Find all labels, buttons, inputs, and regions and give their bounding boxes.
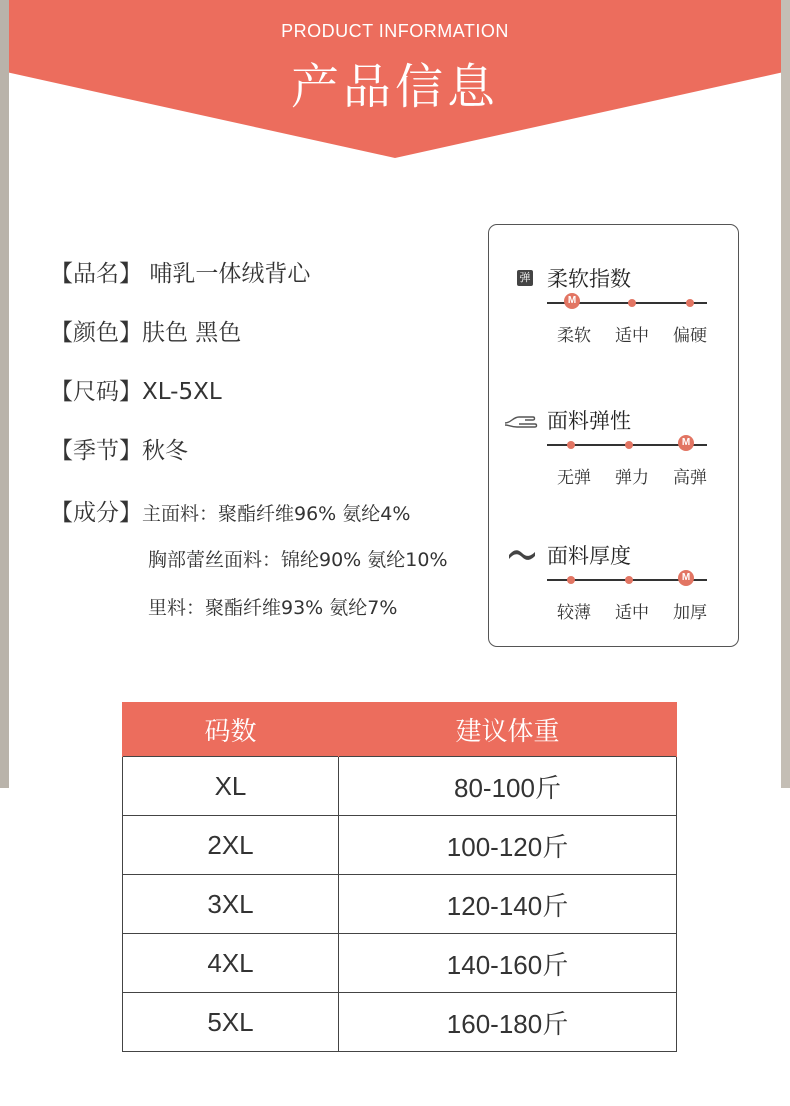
right-edge-decoration xyxy=(781,0,790,788)
attribute-scale xyxy=(547,570,707,590)
wave-icon xyxy=(507,546,537,564)
attribute-thickness xyxy=(489,540,738,650)
header-size: 码数 xyxy=(123,702,339,757)
scale-label: 偏硬 xyxy=(673,326,707,346)
scale-marker: M xyxy=(564,293,580,309)
info-value: 肤色 黑色 xyxy=(142,320,242,346)
info-row-name xyxy=(50,255,310,288)
scale-label: 适中 xyxy=(615,326,649,346)
weight-cell: 160-180斤 xyxy=(339,993,677,1052)
header-subtitle: PRODUCT INFORMATION xyxy=(281,21,509,41)
table-row xyxy=(123,816,677,875)
header-weight: 建议体重 xyxy=(339,702,677,757)
scale-label: 适中 xyxy=(615,603,649,623)
scale-dot xyxy=(625,576,633,584)
page-title: 产品信息 xyxy=(290,59,499,115)
info-row-color xyxy=(50,314,241,347)
size-cell: 5XL xyxy=(123,993,339,1052)
composition-lining: 里料：聚酯纤维93% 氨纶7% xyxy=(148,597,398,619)
table-row xyxy=(123,993,677,1052)
scale-dot xyxy=(686,299,694,307)
info-key: 【品名】 xyxy=(50,261,142,287)
scale-marker: M xyxy=(678,570,694,586)
scale-label: 柔软 xyxy=(557,326,591,346)
scale-label: 无弹 xyxy=(557,468,591,488)
weight-cell: 120-140斤 xyxy=(339,875,677,934)
attribute-title: 面料弹性 xyxy=(547,409,631,433)
scale-dot xyxy=(567,576,575,584)
scale-label: 加厚 xyxy=(673,603,707,623)
weight-cell: 140-160斤 xyxy=(339,934,677,993)
attribute-title: 面料厚度 xyxy=(547,544,631,568)
info-row-season xyxy=(50,432,188,465)
attribute-softness xyxy=(489,263,738,373)
size-cell: XL xyxy=(123,757,339,816)
hand-icon xyxy=(503,411,541,429)
badge-text: 弹 xyxy=(517,270,533,286)
scale-dot xyxy=(625,441,633,449)
scale-label: 较薄 xyxy=(557,603,591,623)
info-row-composition xyxy=(50,494,410,527)
composition-lace: 胸部蕾丝面料：锦纶90% 氨纶10% xyxy=(148,549,448,571)
info-value: 主面料：聚酯纤维96% 氨纶4% xyxy=(142,503,411,525)
scale-label: 弹力 xyxy=(615,468,649,488)
left-edge-decoration xyxy=(0,0,9,788)
fabric-attributes-card xyxy=(488,224,739,647)
size-cell: 3XL xyxy=(123,875,339,934)
table-row xyxy=(123,934,677,993)
info-key: 【颜色】 xyxy=(50,320,142,346)
table-row xyxy=(123,757,677,816)
size-table-header xyxy=(123,702,677,757)
scale-dot xyxy=(628,299,636,307)
scale-marker: M xyxy=(678,435,694,451)
weight-cell: 100-120斤 xyxy=(339,816,677,875)
table-row xyxy=(123,875,677,934)
info-key: 【尺码】 xyxy=(50,379,142,405)
size-table xyxy=(122,702,677,1052)
info-value: 秋冬 xyxy=(142,438,188,464)
info-value: 哺乳一体绒背心 xyxy=(149,261,311,287)
size-cell: 4XL xyxy=(123,934,339,993)
scale-dot xyxy=(567,441,575,449)
scale-label: 高弹 xyxy=(673,468,707,488)
info-value: XL-5XL xyxy=(142,379,222,405)
weight-cell: 80-100斤 xyxy=(339,757,677,816)
attribute-scale xyxy=(547,293,707,313)
attribute-elasticity xyxy=(489,405,738,515)
info-row-size xyxy=(50,373,222,406)
info-key: 【季节】 xyxy=(50,438,142,464)
info-key: 【成分】 xyxy=(50,500,142,526)
attribute-title: 柔软指数 xyxy=(547,267,631,291)
stretch-badge-icon xyxy=(515,269,535,287)
size-cell: 2XL xyxy=(123,816,339,875)
attribute-scale xyxy=(547,435,707,455)
